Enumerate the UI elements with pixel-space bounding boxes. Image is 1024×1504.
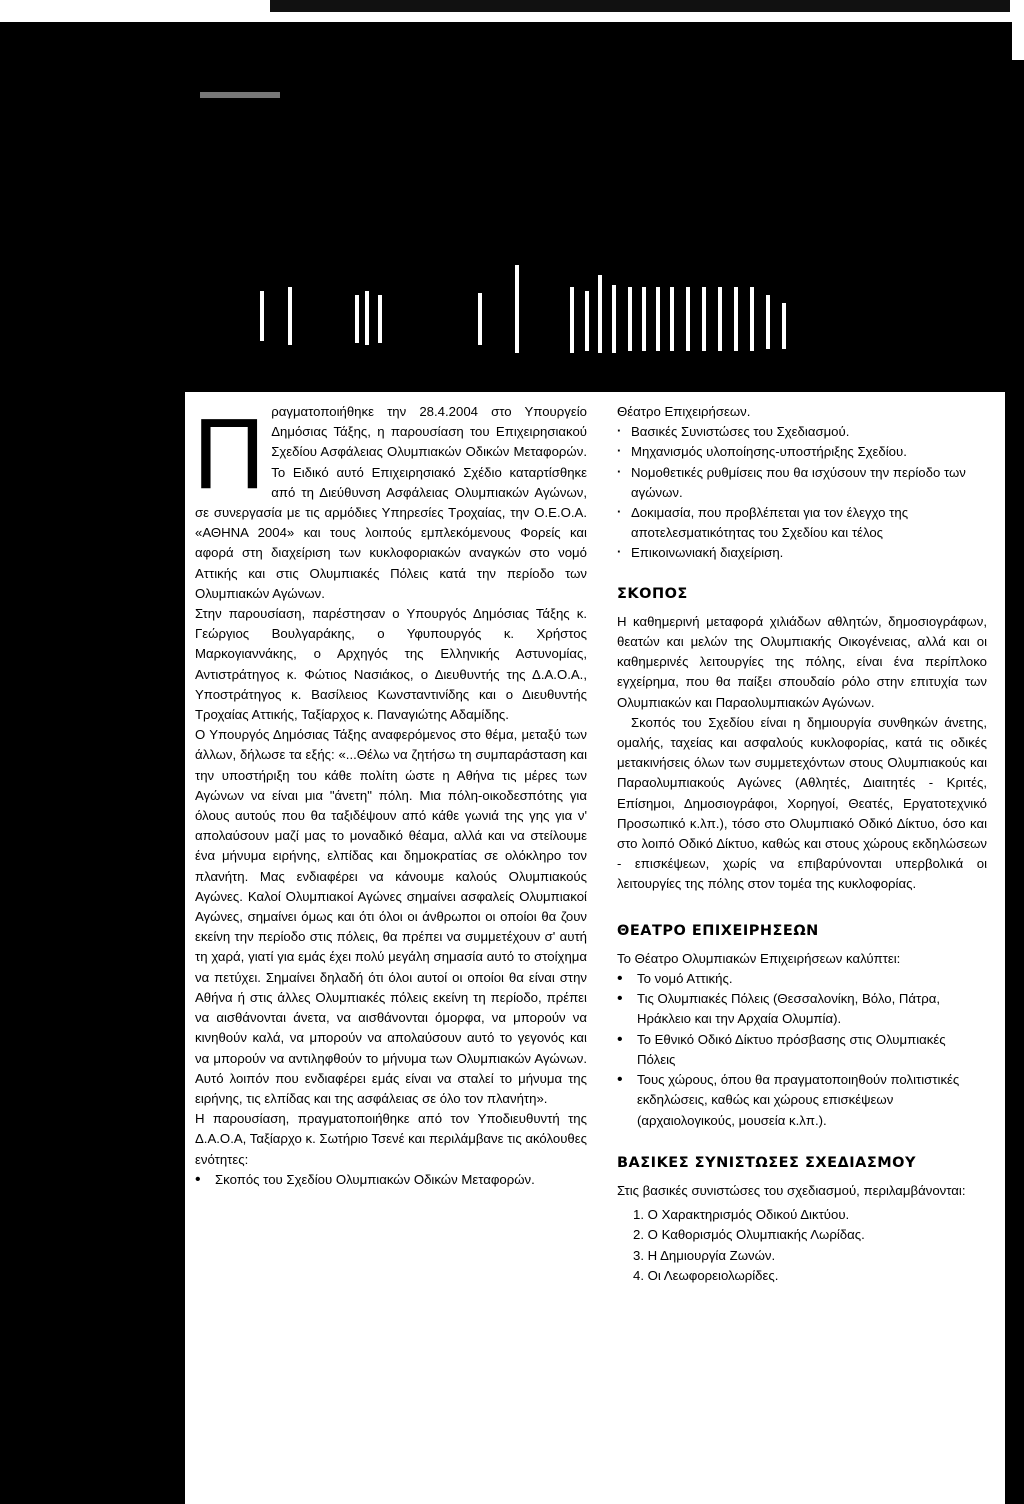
list-item: · Θέατρο Επιχειρήσεων. bbox=[617, 402, 987, 422]
scan-artifact bbox=[200, 92, 280, 98]
list-item: 4. Οι Λεωφορειολωρίδες. bbox=[633, 1267, 779, 1283]
theatro-list bbox=[617, 969, 987, 1131]
list-item: · Μηχανισμός υλοποίησης-υποστήριξης Σχεδίου. bbox=[617, 442, 987, 462]
attendees-paragraph: Στην παρουσίαση, παρέστησαν ο Υπουργός Δημόσιας Τάξης κ. Γεώργιος Βουλγαράκης, ο Υφυπουργός κ. Χρήστος Μαρκογιαννάκης, ο Αρχηγός της Ελληνικής Αστυνομίας, Αντιστράτηγος κ. Φώτιος Νασιάκος, ο Διευθυντής της Δ.Α.Ο.Α., Υποστράτηγος κ. Βασίλειος Κωνσταντινίδης και ο Διευθυντής Τροχαίας Αττικής, Ταξίαρχος κ. Παναγιώτης Αδαμίδης. bbox=[195, 606, 587, 723]
list-item: 2. Ο Καθορισμός Ολυμπιακής Λωρίδας. bbox=[633, 1227, 865, 1243]
theatro-intro: Το Θέατρο Ολυμπιακών Επιχειρήσεων καλύπτει: bbox=[617, 950, 901, 966]
skopos-paragraph-2: Σκοπός του Σχεδίου είναι η δημιουργία συνθηκών άνετης, ομαλής, ταχείας και ασφαλούς κυκλοφορίας, κατά τις οδικές μετακινήσεις όλων των συμμετεχόντων στους Ολυμπιακούς και Παραολυμπιακούς Αγώνες (Αθλητές, Διαιτητές - Κριτές, Επίσημοι, Δημοσιογράφοι, Χορηγοί, Θεατές, Εργατοτεχνικό Προσωπικό κ.λπ.), τόσο στο Ολυμπιακό Οδικό Δίκτυο, όσο και στο λοιπό Οδικό Δίκτυο, καθώς και στους χώρους εκδηλώσεων - επισκέψεων, χωρίς να επιβαρύνονται υπερβολικά οι λειτουργίες της πόλης στον τομέα της κυκλοφορίας. bbox=[617, 714, 987, 892]
list-item: · Βασικές Συνιστώσες του Σχεδιασμού. bbox=[617, 422, 987, 442]
list-item: · Νομοθετικές ρυθμίσεις που θα ισχύσουν την περίοδο των αγώνων. bbox=[617, 463, 987, 503]
article-page bbox=[185, 392, 1005, 1504]
top-dark-bar bbox=[270, 0, 1010, 12]
theatro-heading: ΘΕΑΤΡΟ ΕΠΙΧΕΙΡΗΣΕΩΝ bbox=[617, 922, 819, 939]
list-item: 1. Ο Χαρακτηρισμός Οδικού Δικτύου. bbox=[633, 1207, 850, 1223]
title-graphic bbox=[240, 265, 800, 365]
list-item: • Το Εθνικό Οδικό Δίκτυο πρόσβασης στις Ολυμπιακές Πόλεις bbox=[617, 1030, 987, 1070]
list-item: · Επικοινωνιακή διαχείριση. bbox=[617, 543, 987, 563]
vasikes-intro: Στις βασικές συνιστώσες του σχεδιασμού, περιλαμβάνονται: bbox=[617, 1182, 966, 1198]
vasikes-list bbox=[617, 1205, 987, 1286]
skopos-heading: ΣΚΟΠΟΣ bbox=[617, 585, 688, 602]
sections-sublist bbox=[617, 402, 987, 564]
list-item: • Σκοπός του Σχεδίου Ολυμπιακών Οδικών Μεταφορών. bbox=[195, 1170, 587, 1190]
presentation-paragraph: Η παρουσίαση, πραγματοποιήθηκε από τον Υποδιευθυντή της Δ.Α.Ο.Α, Ταξίαρχο κ. Σωτήριο Τσενέ και περιλάμβανε τις ακόλουθες ενότητες: bbox=[195, 1111, 588, 1167]
left-column bbox=[193, 398, 588, 1190]
list-item: · Δοκιμασία, που προβλέπεται για τον έλεγχο της αποτελεσματικότητας του Σχεδίου και τέλος bbox=[617, 503, 987, 543]
list-item: 3. Η Δημιουργία Ζωνών. bbox=[633, 1247, 776, 1263]
top-edge bbox=[1012, 0, 1024, 60]
intro-paragraph: ραγματοποιήθηκε την 28.4.2004 στο Υπουργείο Δημόσιας Τάξης, η παρουσίαση του Επιχειρησιακού Σχεδίου Ασφάλειας Ολυμπιακών Οδικών Μεταφορών. Το Ειδικό αυτό Επιχειρησιακό Σχέδιο καταρτίσθηκε από τη Διεύθυνση Ασφάλειας Ολυμπιακών Αγώνων, σε συνεργασία με τις αρμόδιες Υπηρεσίες Τροχαίας, την Ο.Ε.Ο.Α. «ΑΘΗΝΑ 2004» και τους λοιπούς εμπλεκόμενους Φορείς και αφορά στη διαχείριση των κυκλοφοριακών αναγκών στο νομό Αττικής και στις Ολυμπιακές Πόλεις κατά την περίοδο των Ολυμπιακών Αγώνων. bbox=[195, 404, 587, 601]
list-item: • Τους χώρους, όπου θα πραγματοποιηθούν πολιτιστικές εκδηλώσεις, καθώς και χώρους επισκέψεων (αρχαιολογικούς, μουσεία κ.λπ.). bbox=[617, 1070, 987, 1131]
list-item: • Το νομό Αττικής. bbox=[617, 969, 987, 989]
dropcap: Π bbox=[193, 398, 266, 510]
right-column bbox=[617, 402, 987, 1286]
skopos-paragraph-1: Η καθημερινή μεταφορά χιλιάδων αθλητών, δημοσιογράφων, θεατών και μελών της Ολυμπιακής Οικογένειας, αλλά και οι καθημερινές λειτουργίες της πόλης, είναι ένα περίπλοκο εγχείρημα, που θα παίξει σπουδαίο ρόλο στην επιτυχία των Ολυμπιακών και Παραολυμπιακών Αγώνων. bbox=[617, 613, 987, 710]
minister-quote-paragraph: Ο Υπουργός Δημόσιας Τάξης αναφερόμενος στο θέμα, μεταξύ των άλλων, δήλωσε τα εξής: «...Θέλω να ζητήσω τη συμπαράσταση και την υποστήριξη του κάθε πολίτη ώστε η Αθήνα τις μέρες των Αγώνων να είναι μια "άνετη" πόλη. Μια πόλη-οικοδεσπότης για όλους αυτούς που θα ταξιδέψουν από κάθε γωνιά της γης για ν' απολαύσουν μαζί μας το μοναδικό θέαμα, αλλά και να στείλουμε ένα μήνυμα ειρήνης, ελπίδας και δημοκρατίας σε ολόκληρο τον πλανήτη. Μας ενδιαφέρει να κάνουμε καλούς Ολυμπιακούς Αγώνες. Καλοί Ολυμπιακοί Αγώνες σημαίνει ασφαλείς Ολυμπιακοί Αγώνες, σημαίνει όμως και ότι όλοι οι άνθρωποι οι οποίοι θα ζουν εκείνη την περίοδο στις πόλεις, θα πρέπει να συμμετέχουν σ' αυτή τη χαρά, γιατί για εμάς έχει πολύ μεγάλη σημασία αυτό το στοίχημα να πετύχει. Σημαίνει δηλαδή ότι όλοι αυτοί οι οποίοι θα είναι στην Αθήνα ή στις άλλες Ολυμπιακές πόλεις εκείνη τη περίοδο, πρέπει να αισθάνονται άνετα, να αισθάνονται όμορφα, να μπορούν να κινηθούν καλά, να μπορούν να απολαύσουν αυτό το γεγονός και να μπορούν να αντιληφθούν το μήνυμα των Ολυμπιακών Αγώνων. Αυτό λοιπόν που ενδιαφέρει εμάς είναι να σταλεί το μήνυμα της ειρήνης, τις ελπίδας και της ασφάλειας σε όλο τον πλανήτη». bbox=[195, 727, 587, 1106]
page-number: 10 bbox=[823, 1440, 848, 1462]
top-strip bbox=[0, 0, 1024, 22]
vasikes-heading: ΒΑΣΙΚΕΣ ΣΥΝΙΣΤΩΣΕΣ ΣΧΕΔΙΑΣΜΟΥ bbox=[617, 1154, 916, 1171]
list-item: • Τις Ολυμπιακές Πόλεις (Θεσσαλονίκη, Βόλο, Πάτρα, Ηράκλειο και την Αρχαία Ολυμπία). bbox=[617, 989, 987, 1029]
sections-list bbox=[195, 1170, 587, 1190]
